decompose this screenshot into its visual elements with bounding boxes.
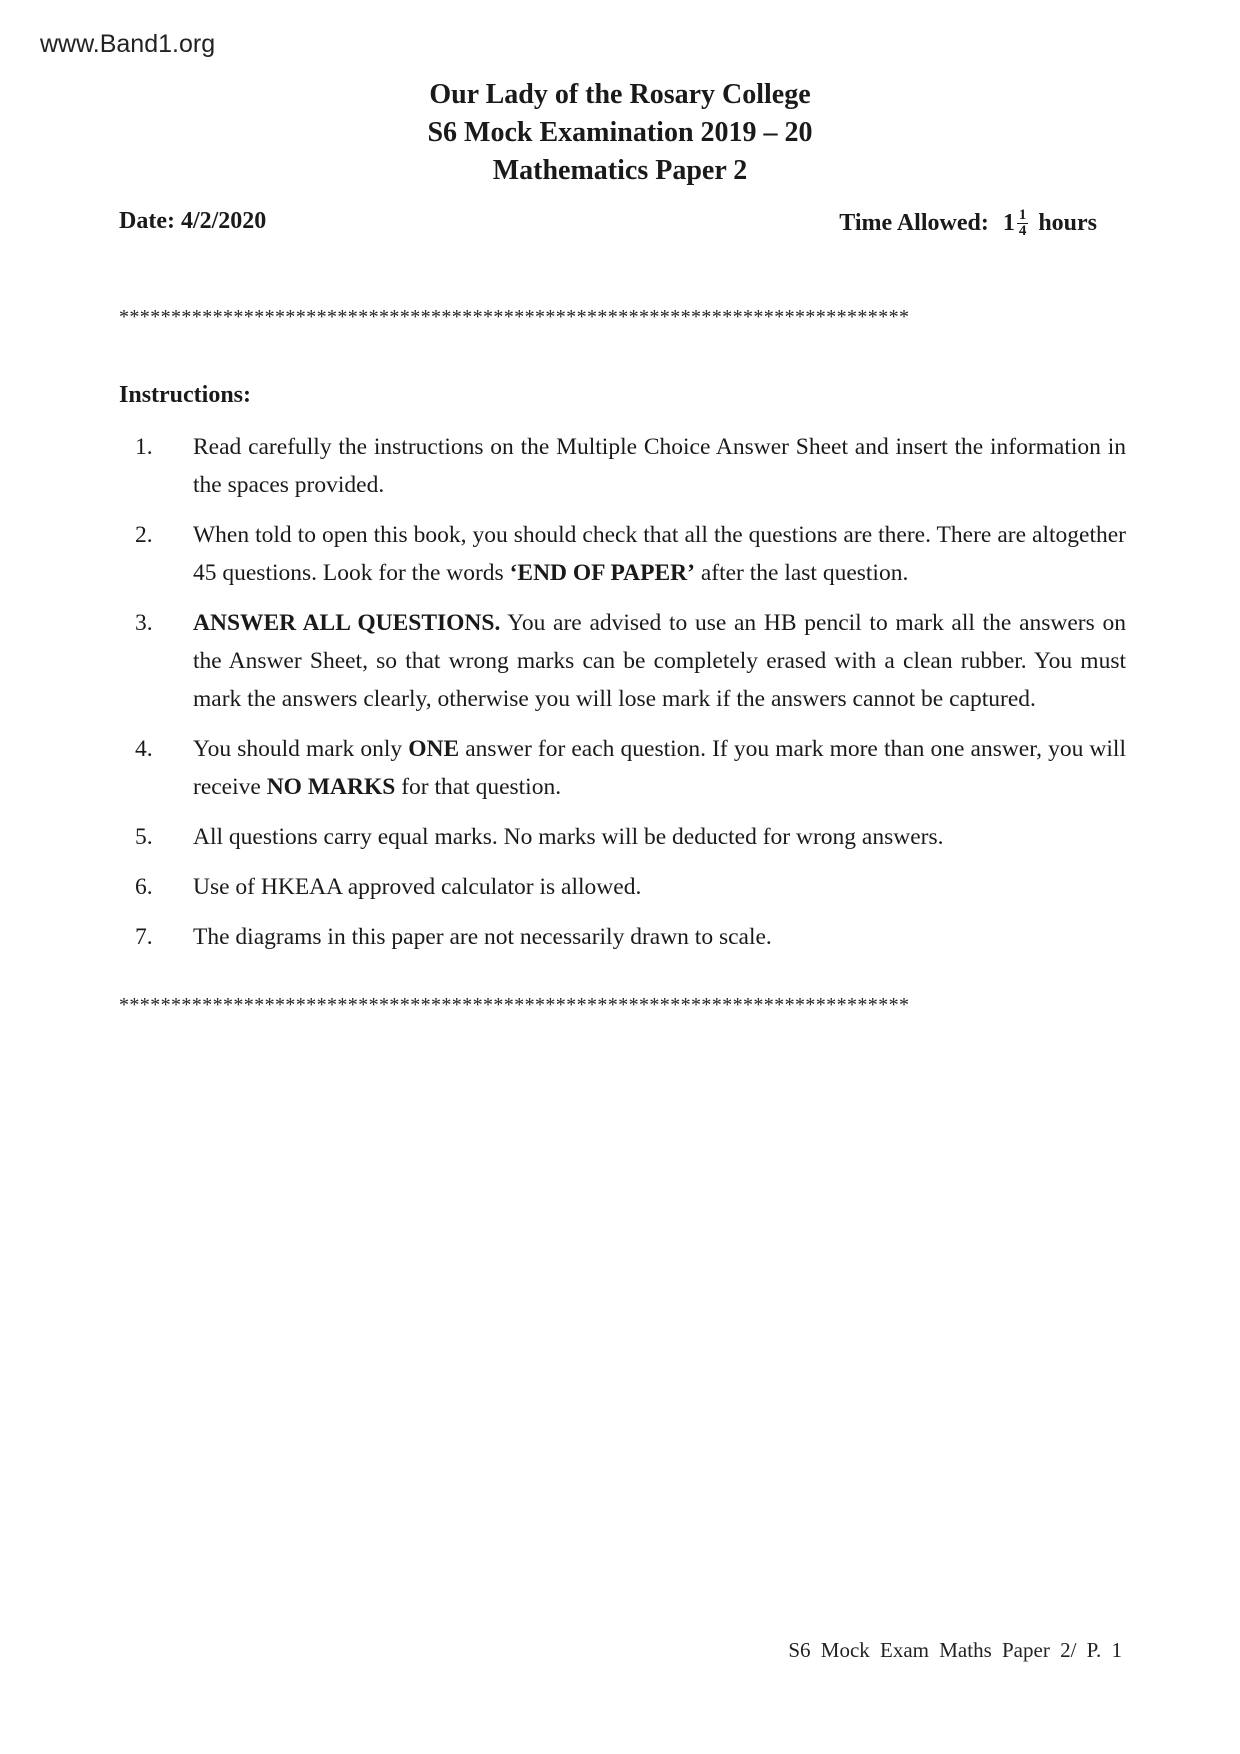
fraction-numerator: 1: [1018, 207, 1027, 223]
instruction-number: 5.: [135, 824, 153, 850]
instruction-number: 1.: [135, 434, 153, 460]
instruction-item: [119, 868, 1126, 906]
title-block: [0, 76, 1240, 190]
page-footer: S6 Mock Exam Maths Paper 2/ P. 1: [788, 1638, 1122, 1662]
instructions-heading: Instructions:: [119, 382, 252, 408]
paper-title: Mathematics Paper 2: [492, 155, 748, 186]
instruction-emphasis: ONE: [408, 736, 460, 762]
school-name: Our Lady of the Rosary College: [429, 79, 811, 110]
instruction-segment: Use of HKEAA approved calculator is allowed.: [193, 874, 642, 900]
instruction-segment: Read carefully the instructions on the Multiple Choice Answer Sheet and insert the information in the spaces provided.: [193, 434, 1126, 498]
fraction-denominator: 4: [1018, 223, 1027, 239]
instruction-text: [193, 730, 1126, 806]
instruction-emphasis: ANSWER ALL QUESTIONS.: [193, 610, 501, 636]
instruction-number: 6.: [135, 874, 153, 900]
instruction-text: [193, 604, 1126, 718]
instruction-segment: You should mark only: [193, 736, 409, 762]
time-fraction: [1017, 208, 1029, 239]
instruction-text: [193, 428, 1126, 504]
instruction-item: [119, 918, 1126, 956]
instruction-item: [119, 516, 1126, 592]
instruction-number: 4.: [135, 736, 153, 762]
instruction-item: [119, 730, 1126, 806]
time-whole: 1: [1002, 210, 1015, 236]
instruction-item: [119, 428, 1126, 504]
exam-title: S6 Mock Examination 2019 – 20: [427, 117, 813, 148]
date-label: Date:: [119, 208, 175, 234]
instruction-text: [193, 918, 1126, 956]
date-value: 4/2/2020: [180, 208, 267, 234]
instruction-text: [193, 516, 1126, 592]
instruction-text: [193, 818, 1126, 856]
instruction-segment: answer for each question. If you mark more than one answer, you will receive: [193, 736, 1126, 800]
time-allowed: [839, 208, 1097, 239]
exam-date: [119, 208, 266, 235]
instruction-item: [119, 604, 1126, 718]
instruction-segment: The diagrams in this paper are not necessarily drawn to scale.: [193, 924, 772, 950]
instruction-emphasis: ‘END OF PAPER’: [509, 560, 695, 586]
instruction-number: 7.: [135, 924, 153, 950]
instruction-segment: When told to open this book, you should check that all the questions are there. There are altogether 45 questions. Look for the words: [193, 522, 1126, 586]
time-unit: hours: [1038, 210, 1097, 236]
instructions-list: [119, 428, 1126, 968]
separator-top: ****************************************************************************: [119, 306, 910, 328]
instruction-segment: All questions carry equal marks. No marks will be deducted for wrong answers.: [193, 824, 944, 850]
instruction-text: [193, 868, 1126, 906]
time-label: Time Allowed:: [839, 210, 989, 236]
instruction-emphasis: NO MARKS: [266, 774, 396, 800]
instruction-segment: for that question.: [395, 774, 562, 800]
instruction-number: 3.: [135, 610, 153, 636]
instruction-segment: after the last question.: [694, 560, 909, 586]
instruction-segment: You are advised to use an HB pencil to mark all the answers on the Answer Sheet, so that wrong marks can be completely erased with a clean rubber. You must mark the answers clearly, otherwise you will lose mark if the answers cannot be captured.: [193, 610, 1126, 712]
watermark-url: www.Band1.org: [40, 30, 216, 58]
time-value: [1003, 208, 1097, 239]
instruction-number: 2.: [135, 522, 153, 548]
instruction-item: [119, 818, 1126, 856]
separator-bottom: ****************************************************************************: [119, 994, 910, 1016]
